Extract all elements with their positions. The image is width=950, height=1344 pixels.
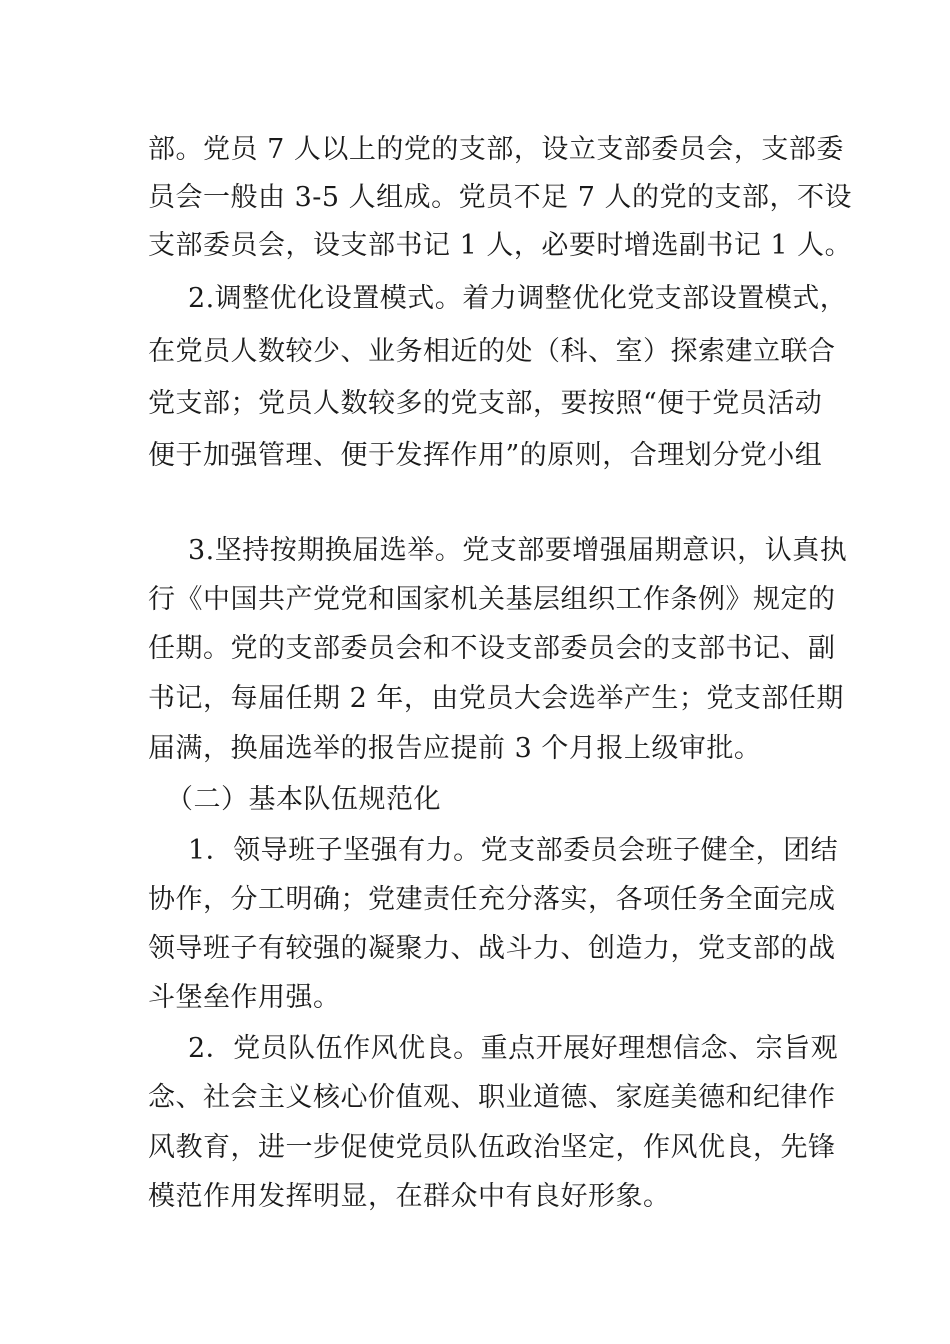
paragraph-line: 书记，每届任期 2 年，由党员大会选举产生；党支部任期	[148, 683, 844, 714]
paragraph-line: 党支部；党员人数较多的党支部，要按照“便于党员活动	[148, 388, 823, 419]
paragraph-line: 领导班子有较强的凝聚力、战斗力、创造力，党支部的战	[148, 933, 836, 964]
paragraph-line: 2.调整优化设置模式。着力调整优化党支部设置模式，	[188, 283, 848, 314]
paragraph-line: 行《中国共产党党和国家机关基层组织工作条例》规定的	[148, 584, 836, 615]
section-heading: （二）基本队伍规范化	[166, 784, 441, 815]
paragraph-line: 任期。党的支部委员会和不设支部委员会的支部书记、副	[148, 633, 836, 664]
paragraph-line: 便于加强管理、便于发挥作用”的原则，合理划分党小组	[148, 440, 823, 471]
paragraph-line: 员会一般由 3-5 人组成。党员不足 7 人的党的支部，不设	[148, 182, 852, 213]
paragraph-line: 1．领导班子坚强有力。党支部委员会班子健全，团结	[188, 835, 839, 866]
paragraph-line: 风教育，进一步促使党员队伍政治坚定，作风优良，先锋	[148, 1132, 836, 1163]
paragraph-line: 协作，分工明确；党建责任充分落实，各项任务全面完成	[148, 884, 836, 915]
paragraph-line: 念、社会主义核心价值观、职业道德、家庭美德和纪律作	[148, 1082, 836, 1113]
paragraph-line: 在党员人数较少、业务相近的处（科、室）探索建立联合	[148, 336, 836, 367]
paragraph-line: 斗堡垒作用强。	[148, 982, 341, 1013]
paragraph-line: 模范作用发挥明显，在群众中有良好形象。	[148, 1181, 671, 1212]
paragraph-line: 支部委员会，设支部书记 1 人，必要时增选副书记 1 人。	[148, 230, 853, 261]
paragraph-line: 3.坚持按期换届选举。党支部要增强届期意识，认真执	[188, 535, 848, 566]
paragraph-line: 部。党员 7 人以上的党的支部，设立支部委员会，支部委	[148, 134, 844, 165]
paragraph-line: 2．党员队伍作风优良。重点开展好理想信念、宗旨观	[188, 1033, 839, 1064]
paragraph-line: 届满，换届选举的报告应提前 3 个月报上级审批。	[148, 733, 762, 764]
